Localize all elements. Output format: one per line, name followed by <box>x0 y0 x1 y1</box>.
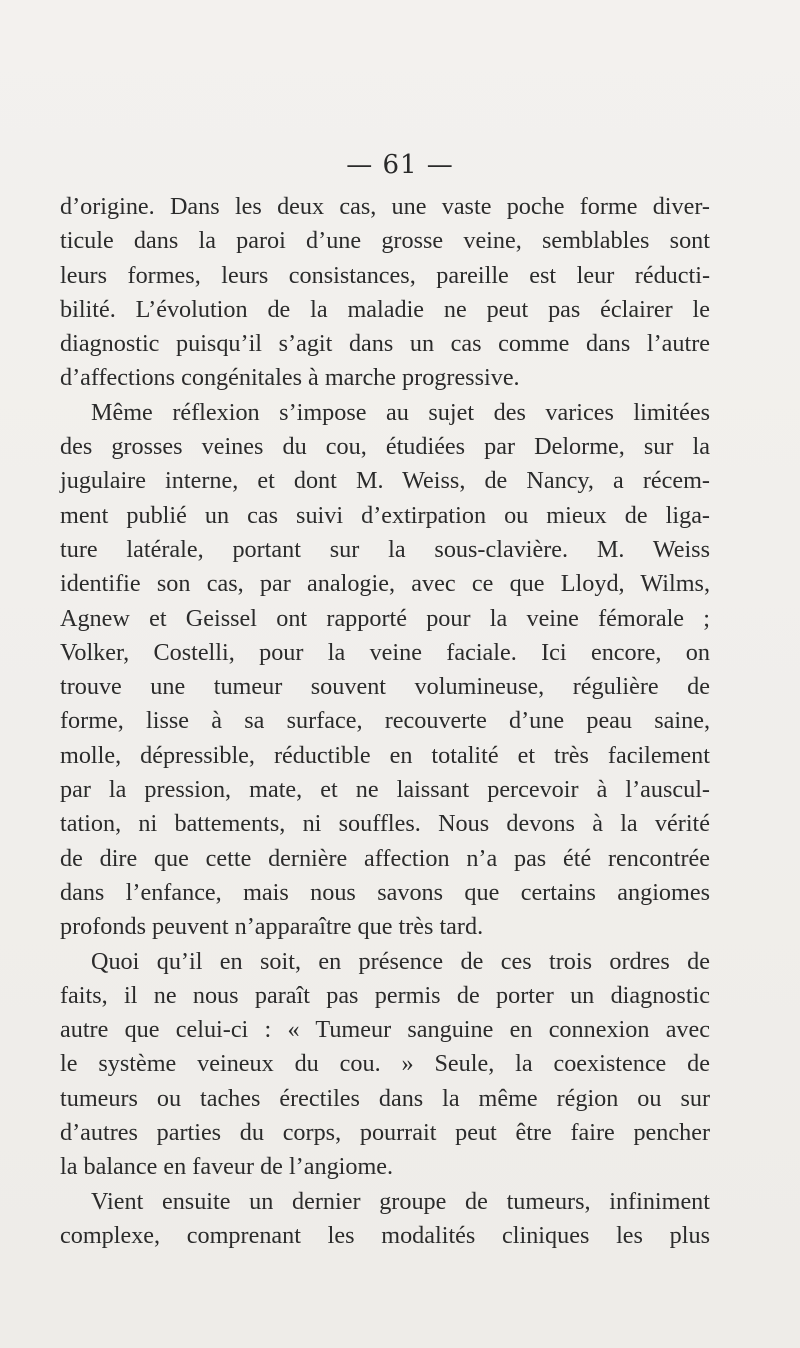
text-line: des grosses veines du cou, étudiées par Delorme, sur la <box>60 433 710 461</box>
text-line: diagnostic puisqu’il s’agit dans un cas comme dans l’autre <box>60 330 710 358</box>
text-line: ture latérale, portant sur la sous-clavière. M. Weiss <box>60 535 710 563</box>
text-line: Agnew et Geissel ont rapporté pour la veine fémorale ; <box>60 604 710 632</box>
text-line: par la pression, mate, et ne laissant percevoir à l’auscul- <box>60 776 710 804</box>
text-line: faits, il ne nous paraît pas permis de porter un diagnostic <box>60 981 710 1009</box>
text-line: dans l’enfance, mais nous savons que certains angiomes <box>60 878 710 906</box>
paragraph-1 <box>60 190 710 396</box>
body-text <box>60 190 710 1253</box>
text-line: ticule dans la paroi d’une grosse veine, semblables sont <box>60 227 710 255</box>
text-line: forme, lisse à sa surface, recouverte d’une peau saine, <box>60 707 710 735</box>
text-line: trouve une tumeur souvent volumineuse, régulière de <box>60 673 710 701</box>
text-line: leurs formes, leurs consistances, pareille est leur réducti- <box>60 261 710 289</box>
text-line: Volker, Costelli, pour la veine faciale. Ici encore, on <box>60 638 710 666</box>
page-number: — 61 — <box>346 150 454 180</box>
text-line: d’origine. Dans les deux cas, une vaste poche forme diver- <box>60 193 710 220</box>
text-line: d’affections congénitales à marche progressive. <box>60 364 520 392</box>
text-line: molle, dépressible, réductible en totalité et très facilement <box>60 741 710 769</box>
text-line: Même réflexion s’impose au sujet des varices limitées <box>91 398 710 426</box>
text-line: de dire que cette dernière affection n’a pas été rencontrée <box>60 844 710 872</box>
text-line: identifie son cas, par analogie, avec ce que Lloyd, Wilms, <box>60 570 710 598</box>
text-line: Vient ensuite un dernier groupe de tumeurs, infiniment <box>91 1187 710 1215</box>
paragraph-3 <box>60 945 710 1185</box>
paragraph-2 <box>60 396 710 945</box>
text-line: tation, ni battements, ni souffles. Nous devons à la vérité <box>60 810 710 838</box>
text-line: complexe, comprenant les modalités cliniques les plus <box>60 1221 710 1249</box>
text-line: Quoi qu’il en soit, en présence de ces trois ordres de <box>91 947 710 975</box>
text-line: autre que celui-ci : « Tumeur sanguine en connexion avec <box>60 1016 710 1044</box>
text-line: tumeurs ou taches érectiles dans la même région ou sur <box>60 1084 710 1112</box>
text-line: bilité. L’évolution de la maladie ne peut pas éclairer le <box>60 295 710 323</box>
text-line: d’autres parties du corps, pourrait peut être faire pencher <box>60 1119 710 1147</box>
text-line: ment publié un cas suivi d’extirpation ou mieux de liga- <box>60 501 710 529</box>
text-line: jugulaire interne, et dont M. Weiss, de Nancy, a récem- <box>60 467 710 495</box>
text-line: le système veineux du cou. » Seule, la coexistence de <box>60 1050 710 1078</box>
paragraph-4 <box>60 1185 710 1254</box>
text-line: profonds peuvent n’apparaître que très tard. <box>60 913 484 941</box>
text-line: la balance en faveur de l’angiome. <box>60 1153 394 1181</box>
